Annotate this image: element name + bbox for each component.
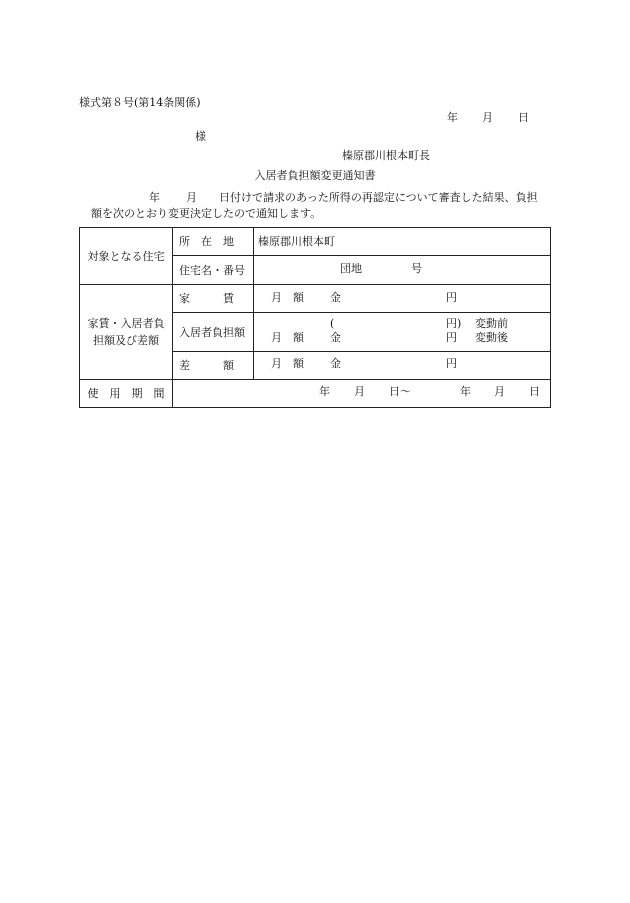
kin-label: 金 bbox=[330, 290, 341, 304]
housing-header: 対象となる住宅 bbox=[80, 228, 173, 285]
notice-table bbox=[79, 227, 551, 408]
period-start-month: 月 bbox=[354, 385, 365, 399]
period-start-day: 日～ bbox=[389, 385, 411, 399]
yen-close-paren: 円) bbox=[446, 317, 462, 331]
rent-section-header-line2: 担額及び差額 bbox=[93, 334, 159, 348]
burden-label: 入居者負担額 bbox=[173, 313, 254, 351]
rent-section-header bbox=[80, 285, 173, 380]
burden-value bbox=[254, 313, 551, 351]
yen-label: 円 bbox=[446, 331, 457, 345]
housing-name-value bbox=[254, 256, 551, 285]
danchi-label: 団地 bbox=[340, 262, 362, 276]
body-text: 日付けで請求のあった所得の再認定について審査した結果、負担 bbox=[219, 191, 538, 204]
kin-label: 金 bbox=[330, 331, 341, 345]
body-line-2: 額を次のとおり変更決定したので通知します。 bbox=[91, 207, 322, 220]
open-paren: ( bbox=[330, 317, 335, 331]
issuer-name: 榛原郡川根本町長 bbox=[342, 149, 430, 162]
location-label: 所 在 地 bbox=[173, 228, 254, 256]
location-value: 榛原郡川根本町 bbox=[254, 228, 551, 256]
kin-label: 金 bbox=[330, 357, 341, 371]
body-line-1 bbox=[149, 192, 538, 203]
monthly-label: 月 額 bbox=[271, 357, 304, 371]
yen-label: 円 bbox=[446, 290, 457, 304]
period-end-year: 年 bbox=[460, 385, 471, 399]
period-end-day: 日 bbox=[529, 385, 540, 399]
after-change-label: 変動後 bbox=[475, 331, 508, 345]
document-title: 入居者負担額変更通知書 bbox=[254, 169, 376, 182]
housing-location-row bbox=[80, 228, 551, 256]
monthly-label: 月 額 bbox=[271, 331, 304, 345]
diff-label: 差 額 bbox=[173, 351, 254, 379]
diff-value bbox=[254, 351, 551, 379]
period-start-year: 年 bbox=[319, 385, 330, 399]
period-row bbox=[80, 379, 551, 407]
body-month: 月 bbox=[186, 191, 197, 204]
yen-label: 円 bbox=[446, 357, 457, 371]
form-label: 様式第８号(第14条関係) bbox=[79, 96, 201, 109]
period-end-month: 月 bbox=[494, 385, 505, 399]
addressee: 様 bbox=[195, 130, 206, 143]
number-label: 号 bbox=[411, 262, 422, 276]
rent-value bbox=[254, 285, 551, 313]
date-month: 月 bbox=[482, 111, 493, 124]
rent-label: 家 賃 bbox=[173, 285, 254, 313]
issue-date bbox=[447, 112, 529, 123]
date-year: 年 bbox=[447, 111, 458, 124]
period-header: 使 用 期 間 bbox=[80, 379, 173, 407]
housing-name-label: 住宅名・番号 bbox=[173, 256, 254, 285]
rent-section-header-line1: 家賃・入居者負 bbox=[87, 317, 165, 331]
before-change-label: 変動前 bbox=[475, 317, 508, 331]
period-value bbox=[173, 379, 551, 407]
rent-row bbox=[80, 285, 551, 313]
monthly-label: 月 額 bbox=[271, 290, 304, 304]
date-day: 日 bbox=[518, 111, 529, 124]
body-year: 年 bbox=[149, 191, 160, 204]
